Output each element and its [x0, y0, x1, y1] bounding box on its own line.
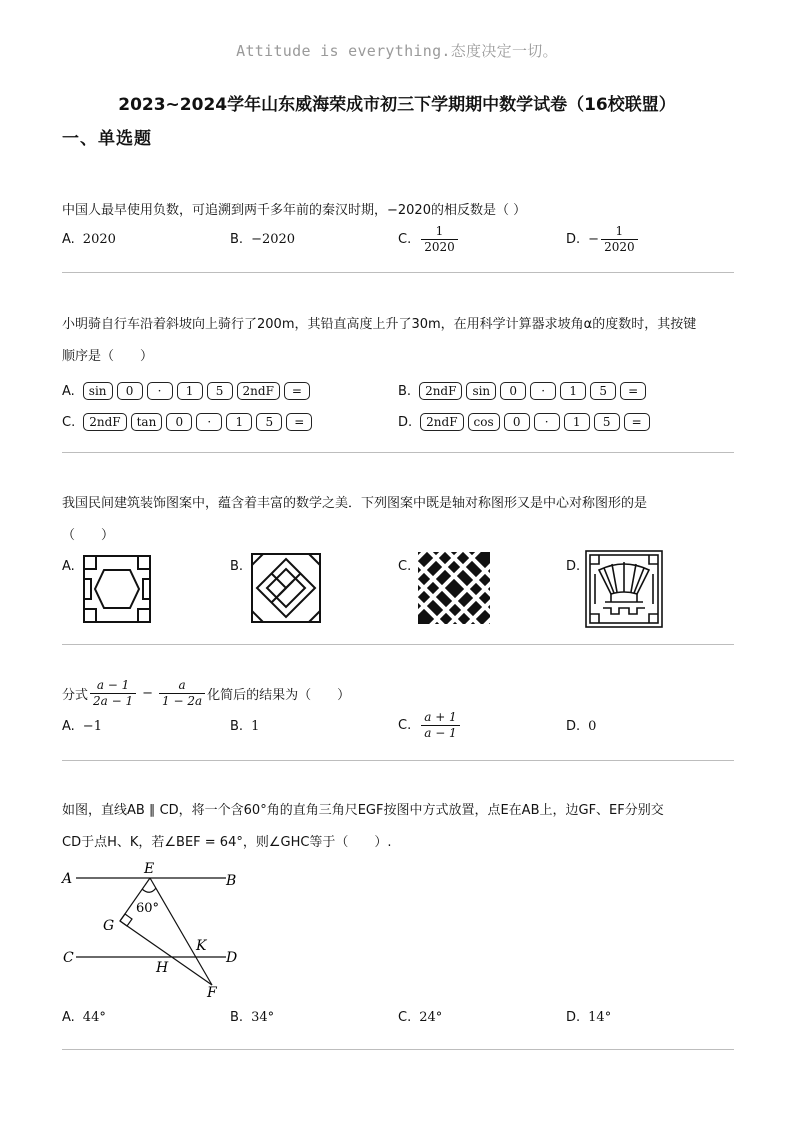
- fraction: $\frac{1}{2020}$: [421, 224, 458, 255]
- label-a: A: [62, 871, 73, 887]
- q4-option-b[interactable]: B. 1: [230, 719, 260, 734]
- calc-key: 1: [560, 382, 586, 400]
- calc-key: ·: [196, 413, 222, 431]
- calc-key: 0: [117, 382, 143, 400]
- key-sequence: [419, 382, 650, 400]
- q4-option-a[interactable]: A. −1: [62, 719, 102, 734]
- question-2-line-2: 顺序是（ ）: [62, 349, 154, 364]
- label-k: K: [196, 938, 207, 954]
- calc-key: tan: [131, 413, 163, 431]
- geometry-figure: [60, 858, 250, 1000]
- divider: [62, 272, 734, 273]
- calc-key: cos: [468, 413, 500, 431]
- divider: [62, 1049, 734, 1050]
- key-sequence: [83, 382, 314, 400]
- calc-key: 2ndF: [419, 382, 462, 400]
- q3-option-c[interactable]: C.: [398, 559, 412, 574]
- label-f: F: [207, 985, 217, 1000]
- question-3-line-1: 我国民间建筑装饰图案中，蕴含着丰富的数学之美．下列图案中既是轴对称图形又是中心对称图形的是: [62, 496, 648, 511]
- question-5-line-1: 如图，直线AB ∥ CD，将一个含60°角的直角三角尺EGF按图中方式放置，点E在AB上，边GF、EF分别交: [62, 803, 664, 818]
- fraction: $\frac{a}{1 - 2a}$: [159, 678, 205, 709]
- q3-option-d[interactable]: D.: [566, 559, 581, 574]
- q3-option-b[interactable]: B.: [230, 559, 244, 574]
- calc-key: =: [624, 413, 650, 431]
- fraction: $\frac{1}{2020}$: [601, 224, 638, 255]
- label-g: G: [103, 918, 115, 934]
- fraction: $\frac{a - 1}{2a - 1}$: [90, 678, 136, 709]
- calc-key: 0: [504, 413, 530, 431]
- q3-option-a[interactable]: A.: [62, 559, 75, 574]
- q2-option-a[interactable]: A. sin 0 · 1 5 2ndF =: [62, 382, 314, 400]
- pattern-b-knot-image: [251, 553, 321, 623]
- label-h: H: [156, 960, 169, 976]
- divider: [62, 644, 734, 645]
- page-header-motto: Attitude is everything.态度决定一切。: [236, 42, 558, 60]
- q5-option-a[interactable]: A. 44°: [62, 1010, 106, 1025]
- fraction: $\frac{a + 1}{a - 1}$: [421, 710, 459, 741]
- calc-key: ·: [534, 413, 560, 431]
- key-sequence: [83, 413, 316, 431]
- calc-key: 0: [500, 382, 526, 400]
- calc-key: =: [286, 413, 312, 431]
- question-3-line-2: （ ）: [62, 528, 115, 543]
- calc-key: 1: [226, 413, 252, 431]
- calc-key: 0: [166, 413, 192, 431]
- question-4-text: 分式 $\frac{a - 1}{2a - 1}$ − $\frac{a}{1 - 2a}$ 化简后的结果为（ ）: [62, 678, 351, 708]
- q5-option-c[interactable]: C. 24°: [398, 1010, 443, 1025]
- calc-key: 5: [590, 382, 616, 400]
- label-c: C: [63, 950, 74, 966]
- key-sequence: [420, 413, 653, 431]
- calc-key: ·: [530, 382, 556, 400]
- calc-key: 2ndF: [237, 382, 280, 400]
- page-title: 2023~2024学年山东威海荣成市初三下学期期中数学试卷（16校联盟）: [118, 95, 676, 115]
- label-b: B: [226, 873, 237, 889]
- q5-option-b[interactable]: B. 34°: [230, 1010, 275, 1025]
- pattern-a-hexagon-image: [83, 555, 151, 623]
- calc-key: 5: [207, 382, 233, 400]
- q1-option-a[interactable]: A. 2020: [62, 232, 116, 247]
- q1-option-c[interactable]: C. $\frac{1}{2020}$: [398, 224, 460, 255]
- label-e: E: [144, 861, 155, 877]
- q1-option-d[interactable]: D. − $\frac{1}{2020}$: [566, 224, 640, 255]
- q5-option-d[interactable]: D. 14°: [566, 1010, 612, 1025]
- section-heading: 一、单选题: [62, 129, 152, 149]
- divider: [62, 760, 734, 761]
- q2-option-d[interactable]: D. 2ndF cos 0 · 1 5 =: [398, 413, 654, 431]
- label-angle-60: 60°: [136, 901, 160, 916]
- calc-key: =: [620, 382, 646, 400]
- q2-option-c[interactable]: C. 2ndF tan 0 · 1 5 =: [62, 413, 316, 431]
- calc-key: 5: [256, 413, 282, 431]
- q2-option-b[interactable]: B. 2ndF sin 0 · 1 5 =: [398, 382, 650, 400]
- q4-option-d[interactable]: D. 0: [566, 719, 597, 734]
- calc-key: sin: [83, 382, 113, 400]
- pattern-d-fan-image: [585, 550, 663, 628]
- question-2-line-1: 小明骑自行车沿着斜坡向上骑行了200m，其铅直高度上升了30m，在用科学计算器求坡角α的度数时，其按键: [62, 317, 697, 332]
- calc-key: 1: [564, 413, 590, 431]
- calc-key: 2ndF: [83, 413, 126, 431]
- calc-key: 2ndF: [420, 413, 463, 431]
- calc-key: =: [284, 382, 310, 400]
- calc-key: ·: [147, 382, 173, 400]
- calc-key: 1: [177, 382, 203, 400]
- calc-key: 5: [594, 413, 620, 431]
- pattern-c-weave-image: [418, 552, 490, 624]
- question-1-text: 中国人最早使用负数，可追溯到两千多年前的秦汉时期，−2020的相反数是（ ）: [62, 203, 527, 218]
- question-5-line-2: CD于点H、K，若∠BEF = 64°，则∠GHC等于（ ）.: [62, 835, 392, 850]
- q1-option-b[interactable]: B. −2020: [230, 232, 296, 247]
- divider: [62, 452, 734, 453]
- calc-key: sin: [466, 382, 496, 400]
- label-d: D: [226, 950, 238, 966]
- q4-option-c[interactable]: C. $\frac{a + 1}{a - 1}$: [398, 710, 462, 741]
